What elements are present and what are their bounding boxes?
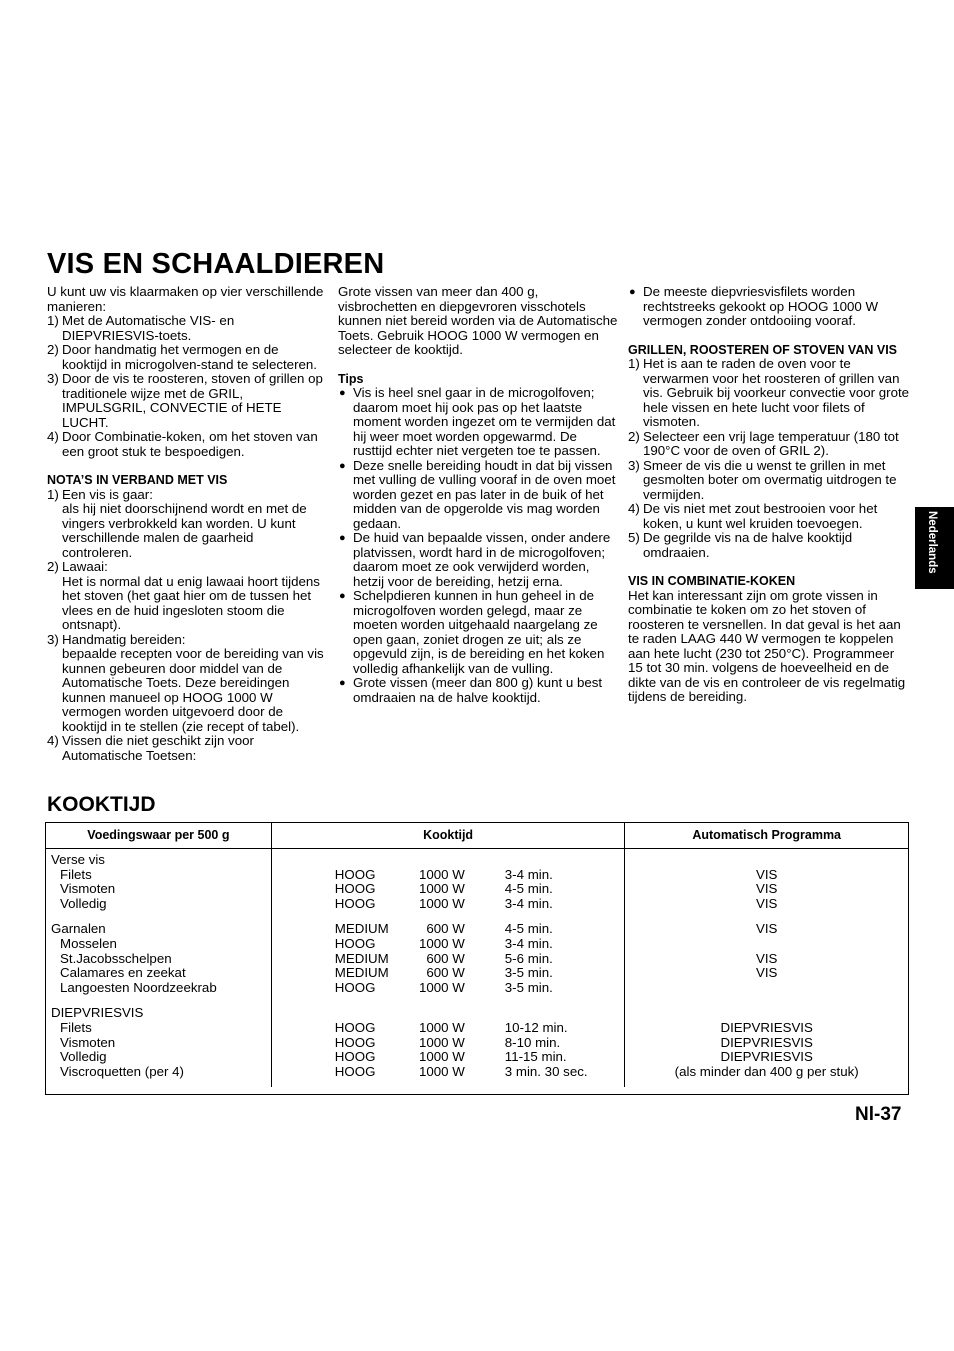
- food-item: Langoesten Noordzeekrab: [60, 979, 217, 995]
- bullet-icon: ●: [339, 459, 346, 472]
- table-row: [46, 849, 908, 920]
- column-right: [628, 285, 910, 705]
- food-item: Volledig: [60, 895, 107, 911]
- cooking-time-entry: HOOG 1000 W 11-15 min.: [334, 1049, 567, 1065]
- table-header-row: [46, 823, 908, 849]
- column-header: Kooktijd: [271, 823, 625, 849]
- list-item: 4) De vis niet met zout bestrooien voor het koken, u kunt wel kruiden toevoegen.: [628, 501, 878, 531]
- program-name: DIEPVRIESVIS: [720, 1034, 813, 1050]
- program-name: VIS: [755, 950, 778, 966]
- list-item: 3) Door de vis te roosteren, stoven of grillen op traditionele wijze met de GRIL, IMPULSGRIL, CONVECTIE of HETE LUCHT.: [47, 371, 323, 430]
- food-item: St.Jacobsschelpen: [60, 950, 172, 966]
- food-item: Calamares en zeekat: [60, 965, 186, 981]
- column-middle: [338, 285, 618, 705]
- program-name: VIS: [755, 965, 778, 981]
- cooking-time-entry: MEDIUM 600 W 5-6 min.: [334, 950, 553, 966]
- food-item: Vismoten: [60, 881, 116, 897]
- tips-list: [338, 386, 618, 705]
- notes-list: [47, 488, 327, 764]
- bullet-icon: ●: [629, 286, 636, 298]
- cooking-time-entry: MEDIUM 600 W 3-5 min.: [334, 965, 553, 981]
- cooking-time-entry: HOOG 1000 W 3-4 min.: [334, 895, 553, 911]
- list-item: 1) Het is aan te raden de oven voor te verwarmen voor het roosteren of grillen van vis. Gebruik bij voorkeur convectie voor grote hele vissen en hete lucht voor filets of vismoten.: [628, 356, 910, 429]
- section-heading: GRILLEN, ROOSTEREN OF STOVEN VAN VIS: [628, 342, 898, 357]
- kooktijd-table: [45, 822, 909, 1095]
- list-item: 2) Door handmatig het vermogen en de kooktijd in microgolven-stand te selecteren.: [47, 342, 317, 372]
- bullet-icon: ●: [339, 590, 346, 602]
- food-group-title: DIEPVRIESVIS: [51, 1005, 144, 1021]
- list-item: 1) Een vis is gaar: als hij niet doorschijnend wordt en met de vingers verbrokkeld kan worden. U kunt verschillende malen de gaarheid controleren.: [47, 486, 307, 560]
- program-name: VIS: [755, 881, 778, 897]
- page-number: Nl-37: [855, 1104, 902, 1125]
- list-item: 5) De gegrilde vis na de halve kooktijd omdraaien.: [628, 530, 853, 560]
- column-header: Automatisch Programma: [625, 823, 908, 849]
- food-group-title: Garnalen: [51, 921, 106, 937]
- section-title-kooktijd: KOOKTIJD: [47, 793, 156, 816]
- intro-text: Grote vissen van meer dan 400 g, visbrochetten en diepgevroren visschotels kunnen niet bereid worden via de Automatische Toets. Gebruik HOOG 1000 W vermogen en selecteer de kooktijd.: [338, 284, 618, 357]
- list-item: 3) Smeer de vis die u wenst te grillen in met gesmolten boter om overmatig uitdrogen te vermijden.: [628, 457, 897, 502]
- frozen-note: [628, 285, 910, 329]
- program-name: VIS: [755, 866, 778, 882]
- food-item: Filets: [60, 866, 92, 882]
- list-item: ● De meeste diepvriesvisfilets worden rechtstreeks gekookt op HOOG 1000 W vermogen zonder ontdooiing vooraf.: [629, 284, 879, 328]
- combi-text: Het kan interessant zijn om grote vissen in combinatie te koken om zo het stoven of roosteren te versnellen. In dat geval is het aan te raden LAAG 440 W vermogen te koppelen aan hete lucht (230 tot 250°C). Programmeer 15 tot 30 min. volgens de hoeveelheid en de dikte van de vis en controleer de vis regelmatig tijdens de bereiding.: [628, 587, 906, 704]
- program-name: VIS: [755, 921, 778, 937]
- program-name: DIEPVRIESVIS: [720, 1049, 813, 1065]
- list-item: 1) Met de Automatische VIS- en DIEPVRIESVIS-toets.: [47, 313, 235, 343]
- list-item: 2) Lawaai: Het is normal dat u enig lawaai hoort tijdens het stoven (het gaat hier om de tussen het vlees en de huid ingesloten stoom die ontsnapt).: [47, 559, 320, 632]
- list-item: ● De huid van bepaalde vissen, onder andere platvissen, wordt hard in de microgolfoven; daarom moet ze ook verwijderd worden, hetzij voor de bereiding, hetzij erna.: [339, 530, 611, 589]
- program-name: [625, 981, 908, 996]
- tips-heading: Tips: [338, 371, 364, 386]
- list-item: 2) Selecteer een vrij lage temperatuur (180 tot 190°C voor de oven of GRIL 2).: [628, 428, 899, 458]
- column-header: Voedingswaar per 500 g: [46, 823, 271, 849]
- list-item: 3) Handmatig bereiden: bepaalde recepten voor de bereiding van vis kunnen gebeuren door middel van de Automatische Toets. Deze bereidingen kunnen manueel op HOOG 1000 W vermogen worden uitgevoerd door de kooktijd in te stellen (zie recept of tabel).: [47, 631, 324, 734]
- program-name: (als minder dan 400 g per stuk): [674, 1063, 859, 1079]
- bullet-icon: ●: [339, 532, 346, 544]
- cooking-time-entry: HOOG 1000 W 3 min. 30 sec.: [334, 1063, 588, 1079]
- cooking-time-entry: HOOG 1000 W 4-5 min.: [334, 881, 553, 897]
- list-item: ● Grote vissen (meer dan 800 g) kunt u best omdraaien na de halve kooktijd.: [339, 675, 603, 705]
- program-name: [625, 937, 908, 952]
- cooking-time-entry: HOOG 1000 W 3-4 min.: [334, 935, 553, 951]
- table-row: [46, 1003, 908, 1087]
- food-group-title: Verse vis: [51, 852, 105, 867]
- bullet-icon: ●: [339, 677, 346, 689]
- table-row: [46, 919, 908, 1003]
- food-item: Viscroquetten (per 4): [60, 1063, 184, 1079]
- grill-steps: [628, 357, 910, 560]
- program-name: DIEPVRIESVIS: [720, 1019, 813, 1035]
- language-label: Nederlands: [926, 511, 938, 574]
- cooking-time-entry: HOOG 1000 W 8-10 min.: [334, 1034, 561, 1050]
- list-item: ● Deze snelle bereiding houdt in dat bij vissen met vulling de vulling vooraf in de oven moet worden gezet en pas later in de buik of het midden van de opgerolde vis mag worden gedaan.: [339, 457, 616, 531]
- food-item: Mosselen: [60, 935, 117, 951]
- cooking-time-entry: HOOG 1000 W 3-5 min.: [334, 979, 553, 995]
- cooking-time-entry: MEDIUM 600 W 4-5 min.: [334, 921, 553, 937]
- methods-list: [47, 314, 327, 459]
- program-name: VIS: [755, 895, 778, 911]
- list-item: 4) Vissen die niet geschikt zijn voor Automatische Toetsen:: [47, 733, 254, 763]
- list-item: 4) Door Combinatie-koken, om het stoven van een groot stuk te bespoedigen.: [47, 429, 318, 459]
- food-item: Volledig: [60, 1049, 107, 1065]
- language-side-tab: [915, 507, 954, 589]
- food-item: Filets: [60, 1019, 92, 1035]
- list-item: ● Schelpdieren kunnen in hun geheel in de microgolfoven worden gelegd, maar ze moeten worden uitgehaald naargelang ze open gaan, zoniet drogen ze uit; als ze opgevuld zijn, is de bereiding en het koken volledig afhankelijk van de vulling.: [339, 588, 605, 676]
- bullet-icon: ●: [339, 387, 346, 399]
- list-item: ● Vis is heel snel gaar in de microgolfoven; daarom moet hij ook pas op het laatste moment worden ingezet om te vermijden dat hij weer moet worden opgewarmd. De rusttijd echter niet vergeten toe te passen.: [339, 385, 616, 458]
- section-heading: NOTA’S IN VERBAND MET VIS: [47, 473, 228, 487]
- cooking-time-entry: HOOG 1000 W 3-4 min.: [334, 866, 553, 882]
- cooking-time-entry: HOOG 1000 W 10-12 min.: [334, 1019, 568, 1035]
- section-heading: VIS IN COMBINATIE-KOKEN: [628, 574, 796, 588]
- page-title: VIS EN SCHAALDIEREN: [47, 248, 385, 280]
- intro-text: U kunt uw vis klaarmaken op vier verschillende manieren:: [47, 284, 324, 314]
- food-item: Vismoten: [60, 1034, 116, 1050]
- column-left: [47, 285, 327, 763]
